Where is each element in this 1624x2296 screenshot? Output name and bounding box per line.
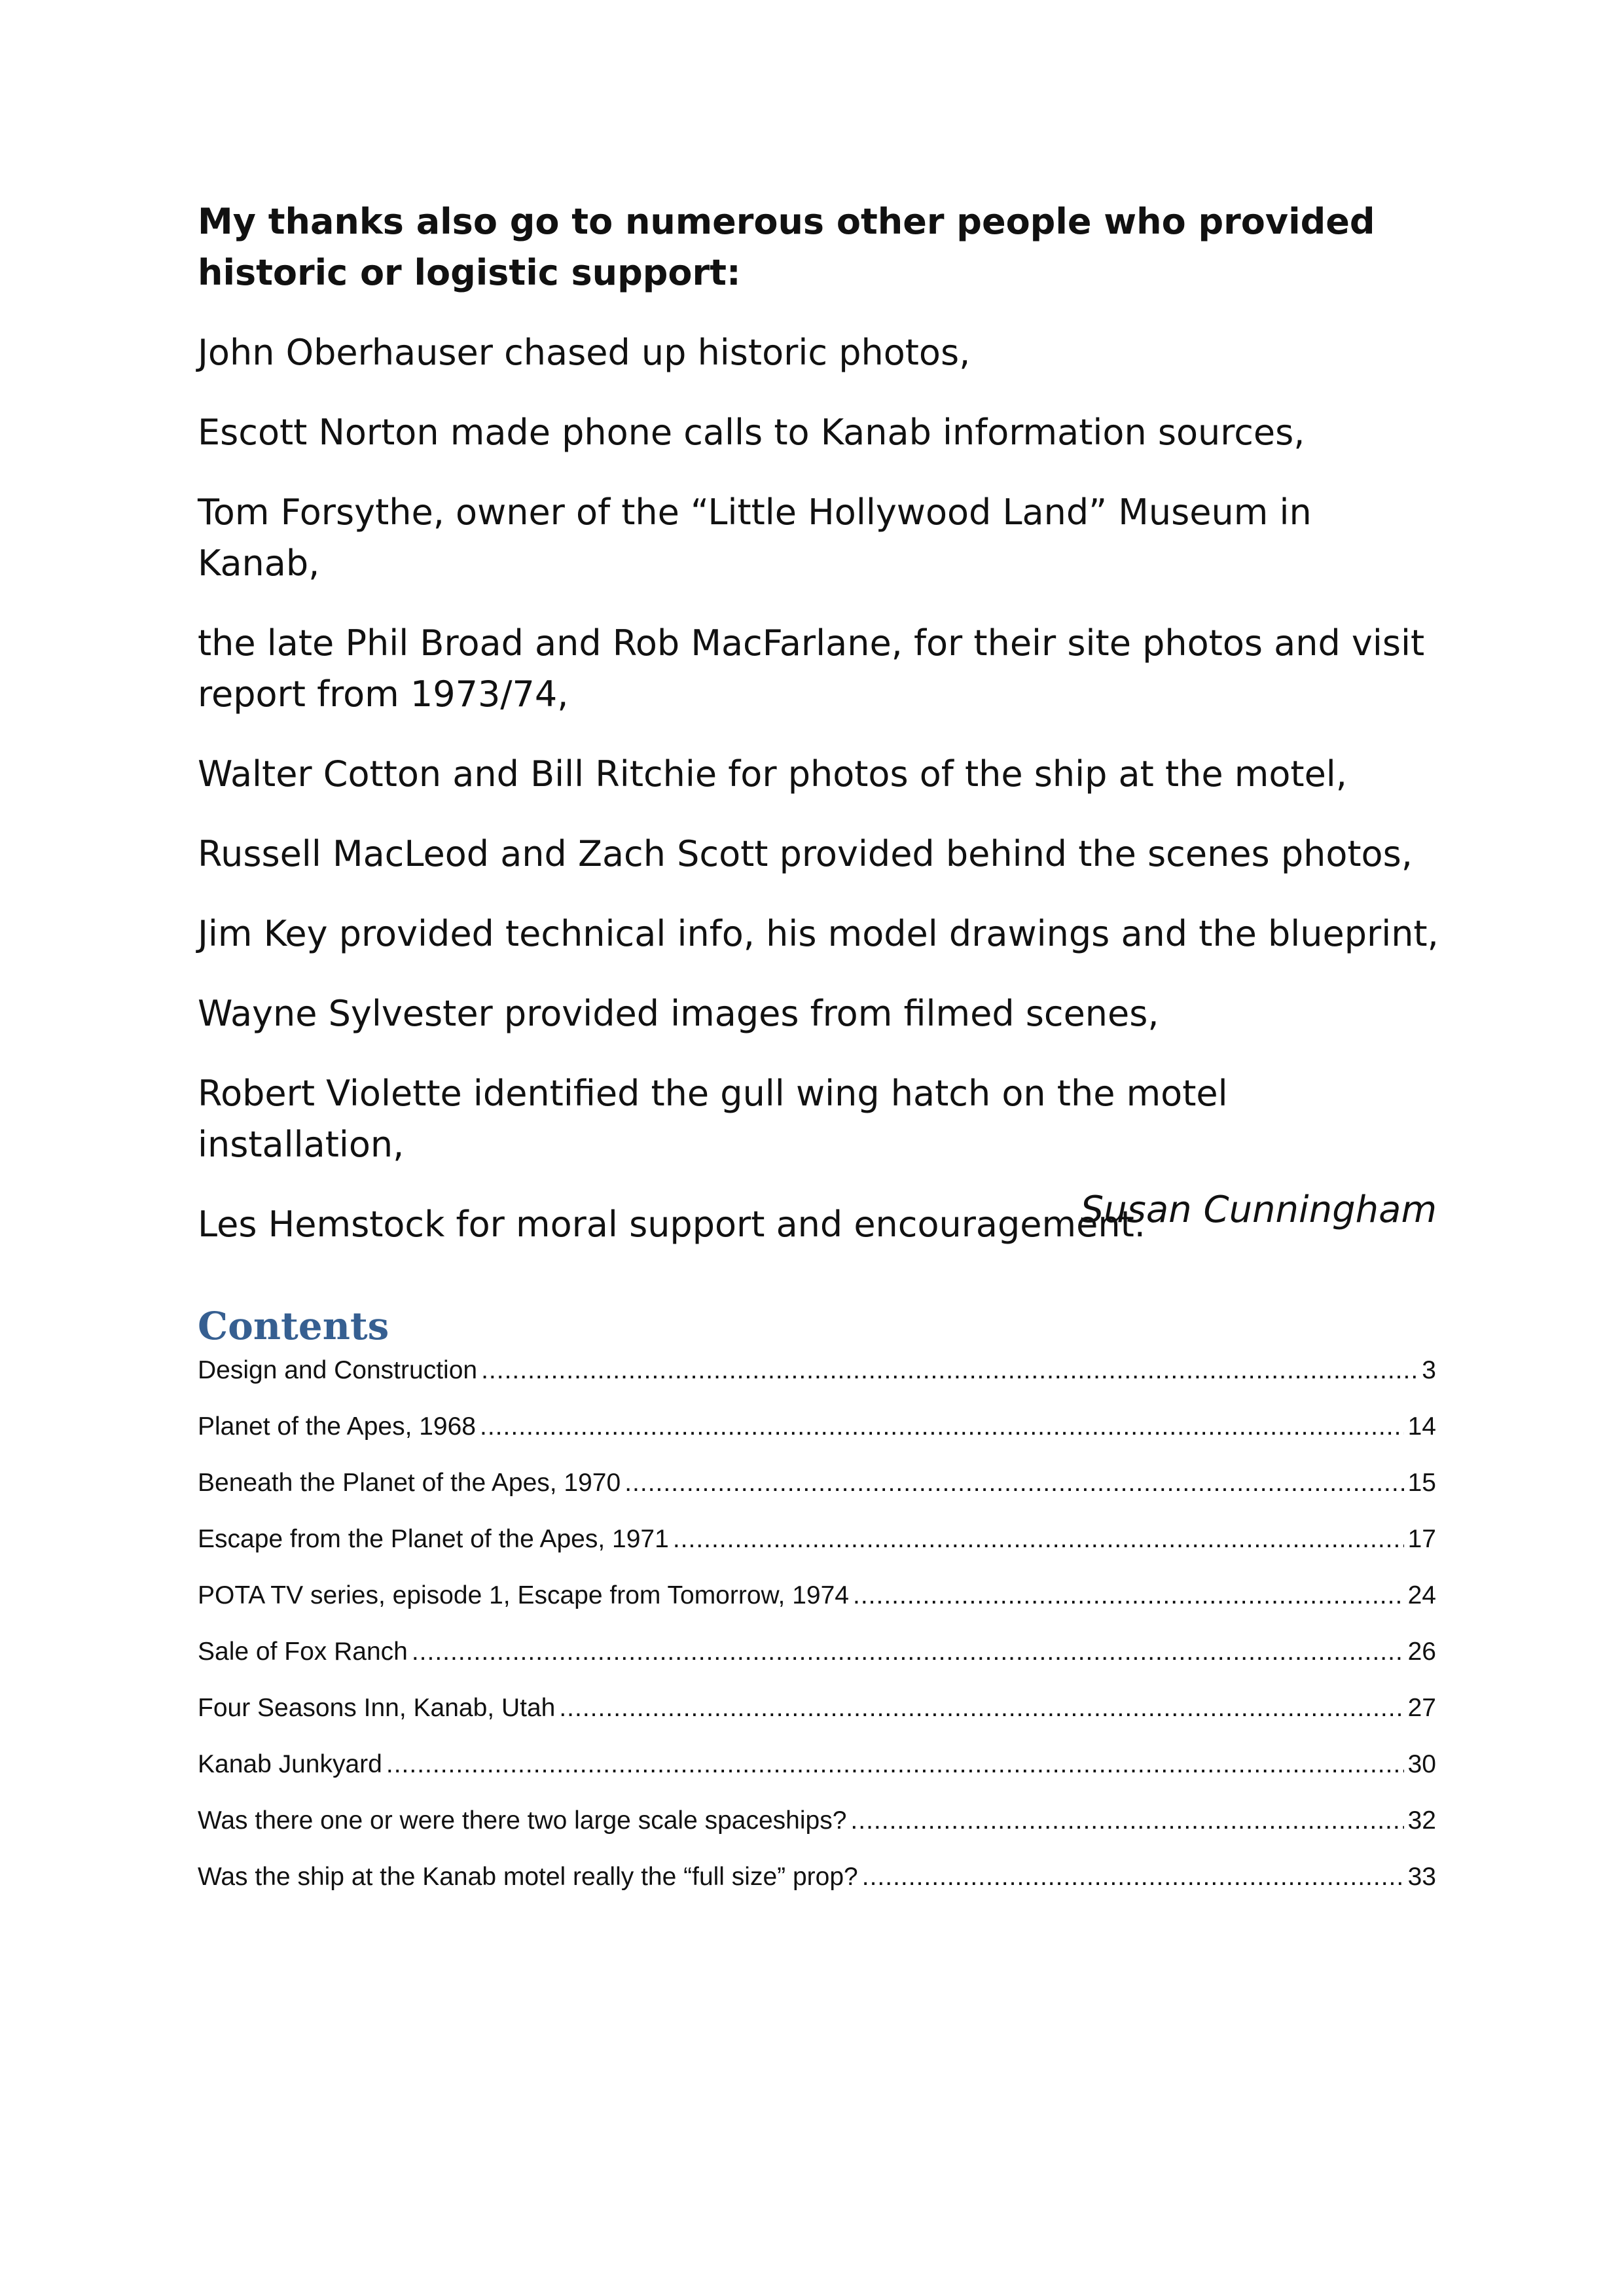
toc-dot-leader <box>853 1581 1404 1610</box>
toc-entry-title: Design and Construction <box>198 1356 478 1384</box>
toc-entry-title: Four Seasons Inn, Kanab, Utah <box>198 1694 556 1722</box>
toc-entry[interactable] <box>198 1356 1436 1412</box>
acknowledgement-item: Les Hemstock for moral support and encouragement. <box>198 1204 1146 1245</box>
acknowledgements-list <box>198 327 1441 1279</box>
toc-page-number: 3 <box>1422 1356 1436 1384</box>
toc-page-number: 14 <box>1407 1412 1436 1441</box>
toc-dot-leader <box>386 1750 1404 1779</box>
toc-entry[interactable] <box>198 1469 1436 1525</box>
toc-entry[interactable] <box>198 1525 1436 1581</box>
toc-entry-title: Beneath the Planet of the Apes, 1970 <box>198 1469 621 1497</box>
toc-dot-leader <box>481 1356 1418 1385</box>
toc-dot-leader <box>559 1694 1403 1723</box>
acknowledgement-item: Robert Violette identified the gull wing hatch on the motel installation, <box>198 1073 1228 1165</box>
acknowledgement-item: Tom Forsythe, owner of the “Little Hollywood Land” Museum in Kanab, <box>198 492 1312 584</box>
toc-entry[interactable] <box>198 1863 1436 1919</box>
toc-entry-title: Sale of Fox Ranch <box>198 1638 408 1666</box>
toc-dot-leader <box>673 1525 1404 1554</box>
toc-entry-title: Was there one or were there two large scale spaceships? <box>198 1806 847 1835</box>
toc-entry[interactable] <box>198 1750 1436 1806</box>
toc-dot-leader <box>480 1412 1404 1441</box>
toc-entry[interactable] <box>198 1694 1436 1750</box>
toc-page-number: 15 <box>1407 1469 1436 1497</box>
toc-dot-leader <box>850 1806 1403 1835</box>
toc-entry[interactable] <box>198 1581 1436 1638</box>
acknowledgement-item: Jim Key provided technical info, his model drawings and the blueprint, <box>198 913 1439 954</box>
toc-page-number: 24 <box>1407 1581 1436 1609</box>
acknowledgement-item: Escott Norton made phone calls to Kanab information sources, <box>198 412 1305 453</box>
toc-dot-leader <box>412 1638 1404 1666</box>
toc-page-number: 27 <box>1407 1694 1436 1722</box>
acknowledgement-item: the late Phil Broad and Rob MacFarlane, for their site photos and visit report from 1973/74, <box>198 622 1425 715</box>
toc-page-number: 32 <box>1407 1806 1436 1835</box>
acknowledgements-heading: My thanks also go to numerous other people who provided historic or logistic support: <box>198 201 1375 293</box>
acknowledgement-item: Russell MacLeod and Zach Scott provided behind the scenes photos, <box>198 833 1413 874</box>
toc-entry[interactable] <box>198 1638 1436 1694</box>
toc-dot-leader <box>862 1863 1404 1892</box>
author-signature: Susan Cunningham <box>1080 1189 1437 1231</box>
toc-entry-title: Planet of the Apes, 1968 <box>198 1412 477 1441</box>
acknowledgement-item: Wayne Sylvester provided images from filmed scenes, <box>198 993 1159 1034</box>
toc-entry[interactable] <box>198 1412 1436 1469</box>
table-of-contents <box>198 1356 1436 1919</box>
toc-page-number: 26 <box>1407 1638 1436 1666</box>
toc-page-number: 30 <box>1407 1750 1436 1778</box>
toc-page-number: 33 <box>1407 1863 1436 1891</box>
toc-entry-title: Kanab Junkyard <box>198 1750 382 1778</box>
toc-entry[interactable] <box>198 1806 1436 1863</box>
acknowledgement-item: Walter Cotton and Bill Ritchie for photos of the ship at the motel, <box>198 753 1347 795</box>
toc-dot-leader <box>624 1469 1403 1498</box>
toc-entry-title: Was the ship at the Kanab motel really the “full size” prop? <box>198 1863 858 1891</box>
toc-entry-title: Escape from the Planet of the Apes, 1971 <box>198 1525 669 1553</box>
toc-page-number: 17 <box>1407 1525 1436 1553</box>
acknowledgement-item: John Oberhauser chased up historic photos, <box>198 332 971 373</box>
contents-heading: Contents <box>198 1304 389 1348</box>
toc-entry-title: POTA TV series, episode 1, Escape from Tomorrow, 1974 <box>198 1581 849 1609</box>
